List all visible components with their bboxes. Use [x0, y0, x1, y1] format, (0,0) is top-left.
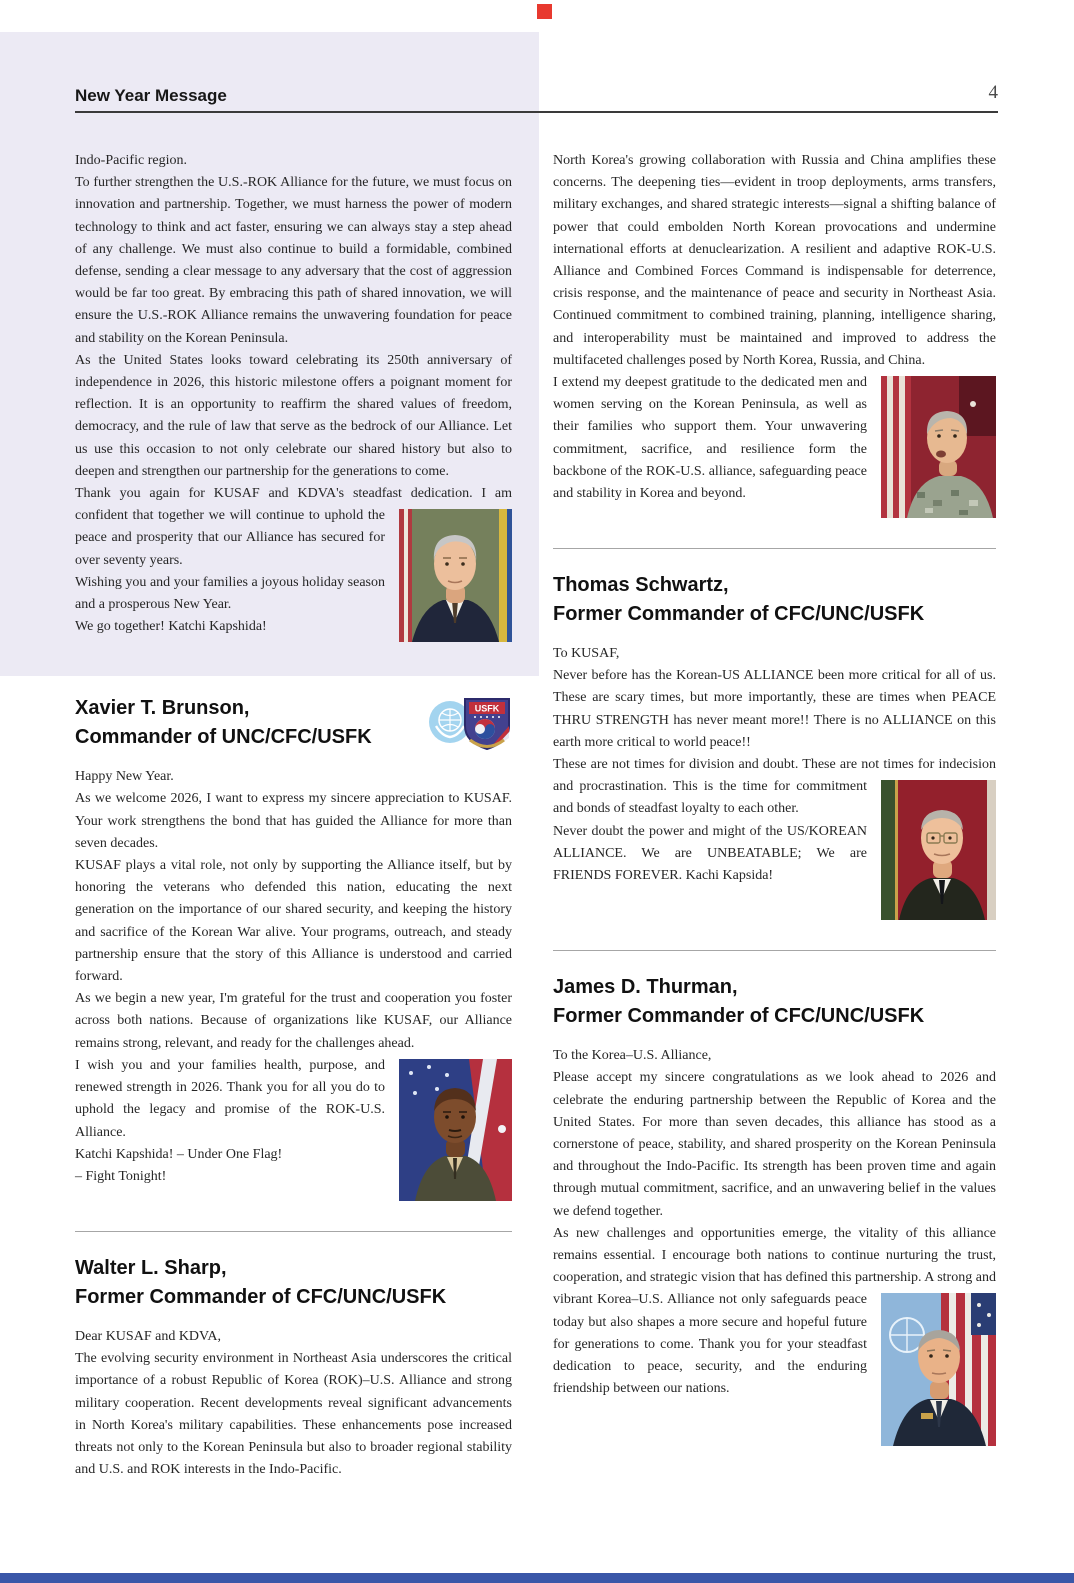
intro-message	[75, 150, 512, 648]
paragraph-text: Never before has the Korean-US ALLIANCE been more critical for all of us. These are scary times, but more importantly, these are times when PEACE THRU STRENGTH has never meant more!! There is no ALLIANCE on this earth more critical to world peace!!	[553, 668, 996, 750]
brunson-portrait-photo	[399, 1059, 512, 1201]
section-thurman	[553, 973, 996, 1452]
schwartz-portrait-photo	[881, 780, 996, 920]
paragraph-text: Katchi Kapshida! – Under One Flag!	[75, 1146, 283, 1162]
usfk-logo-label: USFK	[474, 703, 500, 714]
paragraph-text: Never doubt the power and might of the US/KOREAN ALLIANCE. We are UNBEATABLE; We are FRIENDS FOREVER. Kachi Kapsida!	[553, 823, 867, 884]
paragraph-text: To the Korea–U.S. Alliance,	[553, 1048, 712, 1064]
sharp-message-continued	[553, 150, 996, 524]
paragraph-text: We go together! Katchi Kapshida!	[75, 619, 267, 635]
paragraph-text: To KUSAF,	[553, 646, 620, 662]
section-person-title: Former Commander of CFC/UNC/USFK	[553, 603, 925, 626]
paragraph-text: As the United States looks toward celebrating its 250th anniversary of independence in 2026, this historic milestone offers a poignant moment for reflection. It is an opportunity to reaffirm the shared values of freedom, democracy, and the rule of law that serve as the bedrock of our Alliance. Let us use this occasion to not only celebrate our shared history but also to deepen and strengthen our partnership for the generations to come.	[75, 352, 512, 479]
commander-portrait-photo	[399, 509, 512, 642]
section-heading-block	[553, 571, 996, 629]
section-sharp	[75, 1254, 512, 1481]
paragraph-text: As we begin a new year, I'm grateful for the trust and cooperation you foster across both nations. Because of organizations like KUSAF, our Alliance remains strong, relevant, and ready for the challenges ahead.	[75, 991, 512, 1051]
section-person-title: Former Commander of CFC/UNC/USFK	[75, 1285, 447, 1308]
page-number: 4	[988, 82, 998, 103]
paragraph-text: Thank you again for KUSAF and KDVA's steadfast dedication. I am	[75, 486, 512, 502]
footer-bar	[0, 1573, 1074, 1583]
paragraph-text: As new challenges and opportunities emerge, the vitality of this alliance remains essential. I encourage both nations to continue nurturing the trust, cooperation, and strategic vision that has defined this partnership. A strong	[553, 1225, 996, 1286]
section-divider	[553, 548, 996, 549]
page-header-title: New Year Message	[75, 86, 227, 105]
paragraph-text: Indo-Pacific region.	[75, 153, 187, 168]
paragraph	[553, 1067, 996, 1222]
paragraph	[75, 1055, 512, 1144]
paragraph	[75, 150, 512, 172]
paragraph-text: Dear KUSAF and KDVA,	[75, 1328, 221, 1344]
paragraph	[553, 665, 996, 754]
paragraph-text: KUSAF plays a vital role, not only by supporting the Alliance itself, but by honoring the veterans who defended this nation, educating the next generation on the importance of our shared security, and keeping the history and sacrifice of the Korean War alive. Your programs, outreach, and steady partnership ensure that the story of this Alliance is understood and carried forward.	[75, 858, 512, 985]
paragraph-text: – Fight Tonight!	[75, 1168, 167, 1184]
paragraph	[75, 172, 512, 350]
section-divider	[75, 1231, 512, 1232]
paragraph	[75, 766, 512, 788]
paragraph	[75, 1326, 512, 1348]
paragraph-text: and vibrant Korea–U.S. Alliance not only safeguards peace today but also shapes a more secure and hopeful future for generations to come. Thank you for your steadfast dedication to peace, security, and the enduring friendship between our nations.	[553, 1270, 996, 1397]
section-divider	[553, 950, 996, 951]
paragraph	[553, 754, 996, 821]
paragraph	[553, 372, 996, 505]
paragraph	[75, 483, 512, 572]
section-heading-block	[553, 973, 996, 1031]
section-person-name: Thomas Schwartz,	[553, 574, 729, 597]
paragraph	[553, 643, 996, 665]
paragraph	[75, 788, 512, 855]
paragraph-text: To further strengthen the U.S.-ROK Alliance for the future, we must focus on innovation and partnership. Together, we must harness the power of modern technology to think and act faster, ensuring we can always stay a step ahead of any challenge. We must also continue to build a formidable, combined defense, sending a clear message to any adversary that the cost of aggression would be far too great. By embracing this path of shared innovation, we will ensure the U.S.-ROK Alliance remains the unwavering foundation for peace and stability on the Korean Peninsula.	[75, 175, 512, 346]
paragraph-text: indecision and procrastination. This is the time for commitment and bonds of steadfast loyalty to each other.	[553, 757, 996, 817]
paragraph	[553, 150, 996, 372]
paragraph-text: The evolving security environment in Northeast Asia underscores the critical importance of a robust Republic of Korea (ROK)–U.S. Alliance and strong military cooperation. Recent developments reveal significant advancements in North Korea's military capabilities. These enhancements pose increased threats not only to the Korean Peninsula but also to broader regional stability and U.S. and ROK interests in the Indo-Pacific.	[75, 1351, 512, 1478]
paragraph	[75, 1348, 512, 1481]
paragraph	[75, 988, 512, 1055]
paragraph-text: I extend my deepest gratitude to the dedicated men and women serving on the Korean Peninsula, as well as their families who support them. Your unwavering commitment, sacrifice, and resilience form the backbone of the ROK-U.S. alliance, safeguarding peace and stability in Korea and beyond.	[553, 375, 867, 502]
section-heading-block	[75, 1254, 512, 1312]
paragraph	[553, 1223, 996, 1401]
command-logos	[428, 696, 512, 760]
top-red-marker	[537, 4, 552, 19]
paragraph-text: North Korea's growing collaboration with Russia and China amplifies these concerns. The deepening ties—evident in troop deployments, arms transfers, military exchanges, and shared strategic interests—signal a shifting balance of power that could embolden North Korean provocations and undermine international efforts at denuclearization. A resilient and adaptive ROK-U.S. Alliance and Combined Forces Command is indispensable for deterrence, crisis response, and the maintenance of peace and security in Northeast Asia. Continued commitment to combined training, planning, intelligence sharing, and interoperability must be maintained and improved to address the multifaceted challenges posed by North Korea, Russia, and China.	[553, 153, 996, 368]
left-column	[75, 150, 512, 1481]
usfk-shield-logo	[462, 696, 512, 760]
section-person-name: Walter L. Sharp,	[75, 1256, 227, 1279]
paragraph-text: Please accept my sincere congratulations as we look ahead to 2026 and celebrate the enduring partnership between the Republic of Korea and the United States. For more than seven decades, this alliance has stood as a cornerstone of peace, stability, and shared prosperity on the Korean Peninsula and throughout the Indo-Pacific. Its strength has been proven time and again through mutual commitment, sacrifice, and an unwavering belief in the values we defend together.	[553, 1070, 996, 1219]
paragraph	[553, 1045, 996, 1067]
section-schwartz	[553, 571, 996, 926]
section-heading-block	[75, 694, 512, 752]
paragraph-text: Wishing you and your families a joyous holiday season and a prosperous New Year.	[75, 574, 385, 613]
section-person-name: James D. Thurman,	[553, 976, 738, 999]
paragraph-text: I wish you and your families health, purpose, and renewed strength in 2026. Thank you for all you do to uphold the legacy and promise of the ROK-U.S. Alliance.	[75, 1057, 385, 1140]
paragraph	[75, 350, 512, 483]
section-person-name: Xavier T. Brunson,	[75, 697, 250, 720]
right-column	[553, 150, 996, 1452]
sharp-portrait-photo	[881, 376, 996, 518]
thurman-portrait-photo	[881, 1293, 996, 1446]
header-rule	[75, 111, 998, 113]
paragraph-text: These are not times for division and doubt. These are not times for	[553, 757, 939, 773]
section-person-title: Former Commander of CFC/UNC/USFK	[553, 1005, 925, 1028]
paragraph	[75, 855, 512, 988]
section-brunson	[75, 694, 512, 1207]
paragraph-text: Happy New Year.	[75, 769, 174, 785]
paragraph-text: As we welcome 2026, I want to express my sincere appreciation to KUSAF. Your work strengthens the bond that has guided the Alliance for more than seven decades.	[75, 791, 512, 851]
section-person-title: Commander of UNC/CFC/USFK	[75, 726, 372, 749]
paragraph-text: confident that together we will continue to uphold the peace and prosperity that our Alliance has secured for over seventy years.	[75, 508, 385, 568]
